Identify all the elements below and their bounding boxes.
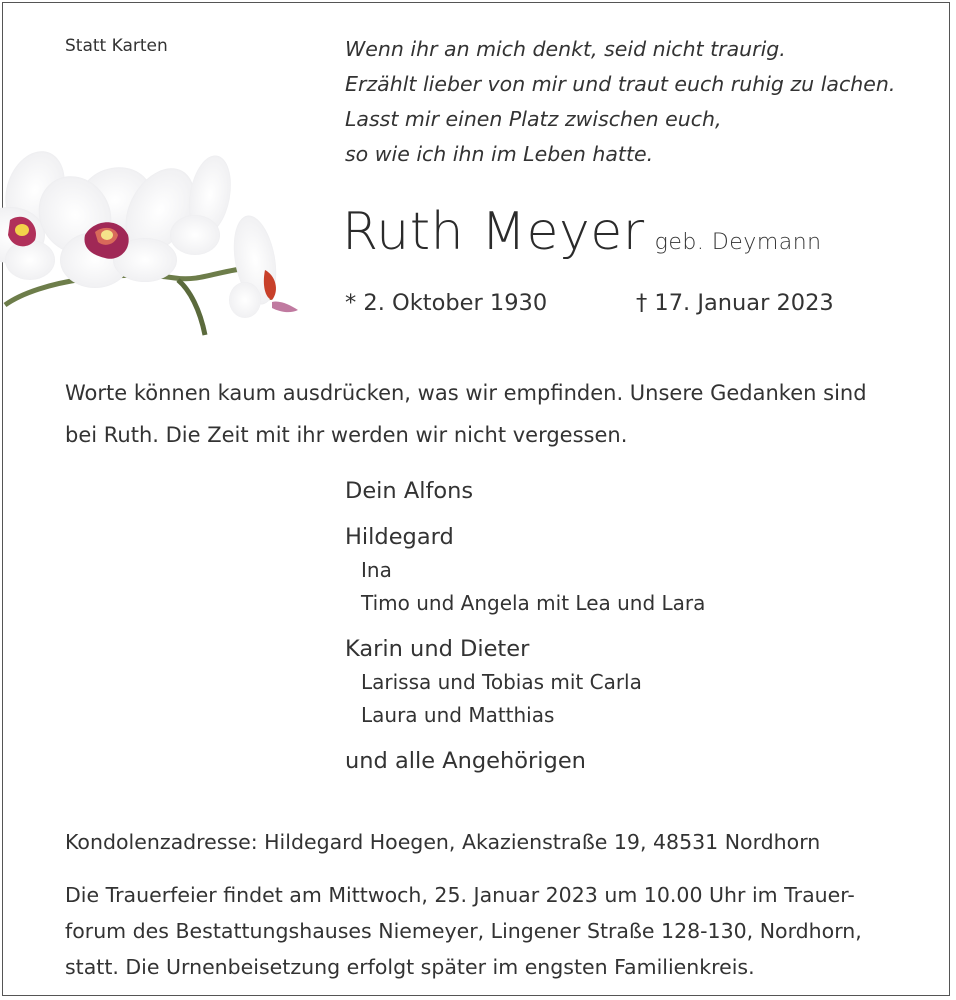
mourner-hildegard: Hildegard <box>345 524 454 550</box>
funeral-line: statt. Die Urnenbeisetzung erfolgt später im engsten Familienkreis. <box>65 955 755 979</box>
poem <box>345 32 895 172</box>
mourners-list <box>345 474 705 778</box>
mourner-ina: Ina <box>361 558 392 582</box>
mourner-alfons: Dein Alfons <box>345 478 474 504</box>
poem-line: so wie ich ihn im Leben hatte. <box>345 142 654 166</box>
orchid-flower-icon <box>0 140 305 345</box>
deceased-name-text: Ruth Meyer <box>342 202 645 262</box>
mourner-others: und alle Angehörigen <box>345 748 586 774</box>
funeral-line: Die Trauerfeier findet am Mittwoch, 25. Januar 2023 um 10.00 Uhr im Trauer- <box>65 883 855 907</box>
poem-line: Wenn ihr an mich denkt, seid nicht traurig. <box>345 37 786 61</box>
birth-date: * 2. Oktober 1930 <box>345 290 548 316</box>
funeral-info <box>65 877 905 985</box>
death-date: † 17. Januar 2023 <box>636 290 834 316</box>
mourner-karin: Karin und Dieter <box>345 636 530 662</box>
intro-text: Worte können kaum ausdrücken, was wir empfinden. Unsere Gedanken sind bei Ruth. Die Zeit mit ihr werden wir nicht vergessen. <box>65 381 867 447</box>
funeral-line: forum des Bestattungshauses Niemeyer, Lingener Straße 128-130, Nordhorn, <box>65 919 862 943</box>
poem-line: Erzählt lieber von mir und traut euch ruhig zu lachen. <box>345 72 896 96</box>
deceased-name <box>342 202 822 262</box>
statt-karten-label: Statt Karten <box>65 36 168 56</box>
poem-line: Lasst mir einen Platz zwischen euch, <box>345 107 722 131</box>
birth-name: geb. Deymann <box>654 230 822 255</box>
mourner-laura: Laura und Matthias <box>361 703 555 727</box>
mourner-timo: Timo und Angela mit Lea und Lara <box>361 591 706 615</box>
mourner-larissa: Larissa und Tobias mit Carla <box>361 670 642 694</box>
condolence-address: Kondolenzadresse: Hildegard Hoegen, Akazienstraße 19, 48531 Nordhorn <box>65 830 821 854</box>
